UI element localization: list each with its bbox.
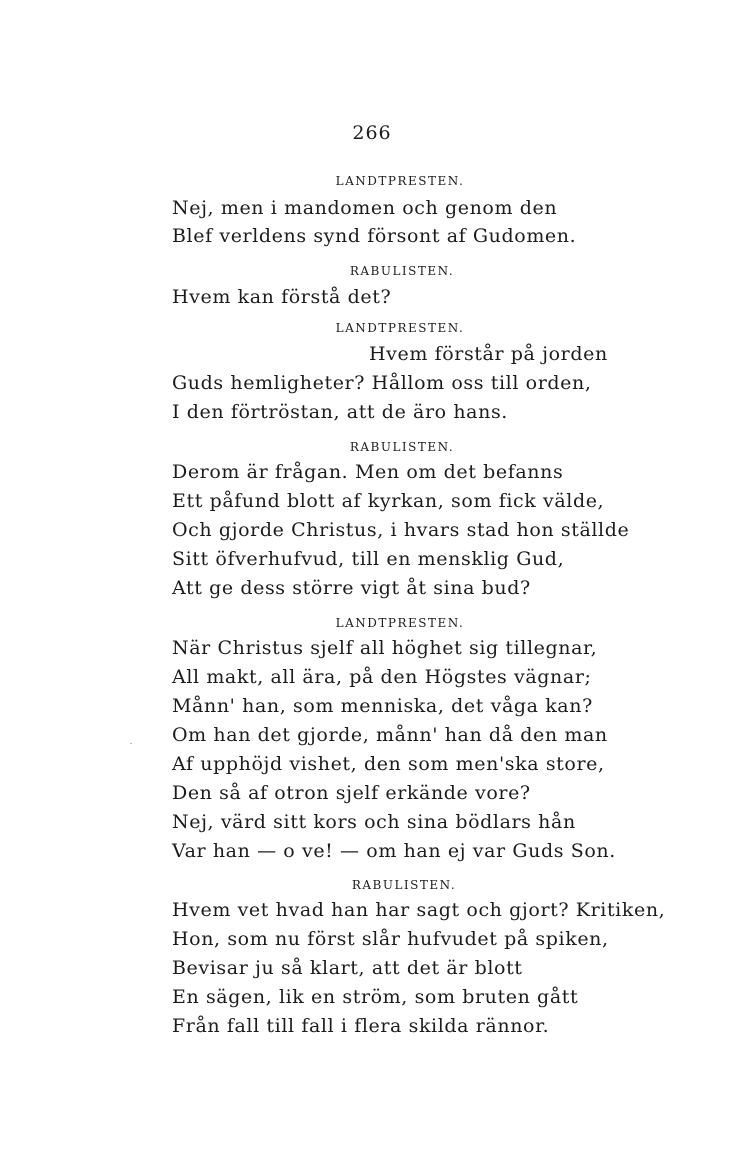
- verse-line: Hon, som nu först slår hufvudet på spiken,: [172, 928, 609, 950]
- speaker-label: LANDTPRESTEN.: [335, 321, 465, 335]
- page-number: 266: [352, 122, 392, 144]
- verse-line: I den förtröstan, att de äro hans.: [172, 401, 508, 423]
- verse-line: Att ge dess större vigt åt sina bud?: [172, 577, 531, 599]
- speaker-label: RABULISTEN.: [349, 264, 455, 278]
- verse-line: Derom är frågan. Men om det befanns: [172, 461, 564, 483]
- verse-line: Hvem kan förstå det?: [172, 286, 392, 308]
- verse-line: Ett påfund blott af kyrkan, som fick välde,: [172, 490, 605, 512]
- verse-line: Den så af otron sjelf erkände vore?: [172, 782, 531, 804]
- speaker-label: LANDTPRESTEN.: [335, 174, 465, 188]
- verse-line: En sägen, lik en ström, som bruten gått: [172, 986, 579, 1008]
- verse-line: Guds hemligheter? Hållom oss till orden,: [172, 372, 592, 394]
- verse-line: När Christus sjelf all höghet sig tillegnar,: [172, 637, 598, 659]
- ink-speck: [130, 743, 132, 744]
- verse-line: Bevisar ju så klart, att det är blott: [172, 957, 523, 979]
- verse-line: Nej, men i mandomen och genom den: [172, 197, 558, 219]
- verse-line: Månn' han, som menniska, det våga kan?: [172, 695, 593, 717]
- verse-line: Från fall till fall i flera skilda rännor.: [172, 1015, 550, 1037]
- verse-line: Sitt öfverhufvud, till en mensklig Gud,: [172, 548, 565, 570]
- verse-line: Hvem vet hvad han har sagt och gjort? Kritiken,: [172, 899, 666, 921]
- verse-line: Af upphöjd vishet, den som men'ska store,: [172, 753, 605, 775]
- verse-line: All makt, all ära, på den Högstes vägnar;: [172, 666, 592, 688]
- verse-line: Om han det gjorde, månn' han då den man: [172, 724, 608, 746]
- speaker-label: RABULISTEN.: [351, 878, 457, 892]
- verse-line: Blef verldens synd försont af Gudomen.: [172, 225, 577, 247]
- verse-line: Var han — o ve! — om han ej var Guds Son.: [172, 840, 616, 862]
- speaker-label: LANDTPRESTEN.: [335, 616, 465, 630]
- verse-line: Hvem förstår på jorden: [369, 343, 608, 365]
- speaker-label: RABULISTEN.: [349, 440, 455, 454]
- verse-line: Nej, värd sitt kors och sina bödlars hån: [172, 811, 576, 833]
- verse-line: Och gjorde Christus, i hvars stad hon ställde: [172, 519, 630, 541]
